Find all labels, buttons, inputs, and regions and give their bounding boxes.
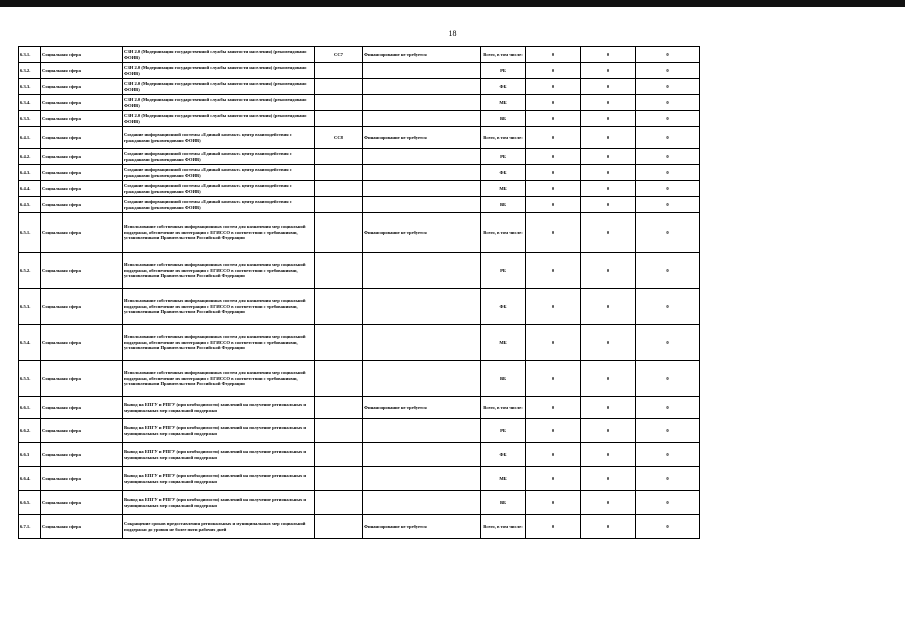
- finance-cell: [363, 149, 481, 165]
- budget-cell: РБ: [481, 63, 526, 79]
- code-cell: [315, 95, 363, 111]
- description-cell: Вывод на ЕПГУ и РПГУ (при необходимости) заявлений на получение региональных и муниципальных мер социальной поддержки: [123, 397, 315, 419]
- budget-cell: ФБ: [481, 165, 526, 181]
- finance-cell: [363, 253, 481, 289]
- value-1-cell: 0: [526, 111, 581, 127]
- budget-cell: РБ: [481, 149, 526, 165]
- table-row: [19, 181, 700, 197]
- value-1-cell: 0: [526, 443, 581, 467]
- value-2-cell: 0: [581, 253, 636, 289]
- code-cell: [315, 165, 363, 181]
- description-cell: СЗН 2.0 (Модернизация государственной службы занятости населения) (рекомендовано ФОИВ): [123, 95, 315, 111]
- sphere-cell: Социальная сфера: [41, 47, 123, 63]
- sphere-cell: Социальная сфера: [41, 149, 123, 165]
- budget-cell: ВБ: [481, 197, 526, 213]
- row-number: 6.3.4.: [19, 95, 41, 111]
- row-number: 6.3.1.: [19, 47, 41, 63]
- value-2-cell: 0: [581, 79, 636, 95]
- value-1-cell: 0: [526, 63, 581, 79]
- value-3-cell: 0: [636, 79, 700, 95]
- value-1-cell: 0: [526, 95, 581, 111]
- budget-cell: Всего, в том числе:: [481, 127, 526, 149]
- code-cell: [315, 397, 363, 419]
- description-cell: Создание информационной системы «Единый контакт» центр взаимодействия с гражданами (рекомендовано ФОИВ): [123, 149, 315, 165]
- description-cell: Создание информационной системы «Единый контакт» центр взаимодействия с гражданами (рекомендовано ФОИВ): [123, 197, 315, 213]
- finance-cell: Финансирование не требуется: [363, 47, 481, 63]
- sphere-cell: Социальная сфера: [41, 63, 123, 79]
- value-3-cell: 0: [636, 419, 700, 443]
- table-row: [19, 213, 700, 253]
- table-row: [19, 197, 700, 213]
- finance-cell: Финансирование не требуется: [363, 515, 481, 539]
- code-cell: [315, 181, 363, 197]
- budget-cell: МБ: [481, 325, 526, 361]
- description-cell: Создание информационной системы «Единый контакт» центр взаимодействия с гражданами (рекомендовано ФОИВ): [123, 165, 315, 181]
- budget-cell: РБ: [481, 419, 526, 443]
- value-1-cell: 0: [526, 467, 581, 491]
- value-3-cell: 0: [636, 181, 700, 197]
- value-2-cell: 0: [581, 63, 636, 79]
- top-border-bar: [0, 0, 905, 7]
- description-cell: Вывод на ЕПГУ и РПГУ (при необходимости) заявлений на получение региональных и муниципальных мер социальной поддержки: [123, 491, 315, 515]
- value-3-cell: 0: [636, 47, 700, 63]
- sphere-cell: Социальная сфера: [41, 213, 123, 253]
- table-row: [19, 95, 700, 111]
- row-number: 6.5.1.: [19, 213, 41, 253]
- budget-cell: Всего, в том числе:: [481, 47, 526, 63]
- sphere-cell: Социальная сфера: [41, 361, 123, 397]
- description-cell: Использование собственных информационных систем для назначения мер социальной поддержки, обеспечение их интеграции с ЕГИССО в соответствии с требованиями, установленными Правительством Российской Федерации: [123, 361, 315, 397]
- budget-cell: Всего, в том числе:: [481, 213, 526, 253]
- value-3-cell: 0: [636, 443, 700, 467]
- code-cell: [315, 361, 363, 397]
- page-number: 18: [448, 29, 457, 38]
- row-number: 6.6.4.: [19, 467, 41, 491]
- finance-cell: [363, 325, 481, 361]
- code-cell: [315, 213, 363, 253]
- value-3-cell: 0: [636, 165, 700, 181]
- finance-cell: [363, 361, 481, 397]
- sphere-cell: Социальная сфера: [41, 95, 123, 111]
- value-1-cell: 0: [526, 149, 581, 165]
- finance-cell: [363, 197, 481, 213]
- code-cell: СС8: [315, 127, 363, 149]
- description-cell: Вывод на ЕПГУ и РПГУ (при необходимости) заявлений на получение региональных и муниципальных мер социальной поддержки: [123, 467, 315, 491]
- code-cell: [315, 419, 363, 443]
- code-cell: [315, 443, 363, 467]
- measures-table: [18, 46, 700, 539]
- finance-cell: Финансирование не требуется: [363, 127, 481, 149]
- finance-cell: [363, 95, 481, 111]
- table-row: [19, 47, 700, 63]
- value-2-cell: 0: [581, 397, 636, 419]
- row-number: 6.6.2.: [19, 419, 41, 443]
- budget-cell: МБ: [481, 95, 526, 111]
- table-row: [19, 397, 700, 419]
- row-number: 6.4.3.: [19, 165, 41, 181]
- row-number: 6.4.5.: [19, 197, 41, 213]
- row-number: 6.6.3: [19, 443, 41, 467]
- sphere-cell: Социальная сфера: [41, 79, 123, 95]
- code-cell: [315, 149, 363, 165]
- description-cell: Использование собственных информационных систем для назначения мер социальной поддержки, обеспечение их интеграции с ЕГИССО в соответствии с требованиями, установленными Правительством Российской Федерации: [123, 325, 315, 361]
- value-2-cell: 0: [581, 47, 636, 63]
- value-3-cell: 0: [636, 289, 700, 325]
- value-1-cell: 0: [526, 253, 581, 289]
- table-row: [19, 63, 700, 79]
- budget-cell: ФБ: [481, 289, 526, 325]
- description-cell: Вывод на ЕПГУ и РПГУ (при необходимости) заявлений на получение региональных и муниципальных мер социальной поддержки: [123, 443, 315, 467]
- code-cell: [315, 515, 363, 539]
- finance-cell: [363, 443, 481, 467]
- value-2-cell: 0: [581, 361, 636, 397]
- value-3-cell: 0: [636, 149, 700, 165]
- row-number: 6.7.1.: [19, 515, 41, 539]
- description-cell: Сокращение сроков предоставления региональных и муниципальных мер социальной поддержки до уровня не более пяти рабочих дней: [123, 515, 315, 539]
- value-2-cell: 0: [581, 181, 636, 197]
- table-row: [19, 253, 700, 289]
- value-1-cell: 0: [526, 289, 581, 325]
- description-cell: Использование собственных информационных систем для назначения мер социальной поддержки, обеспечение их интеграции с ЕГИССО в соответствии с требованиями, установленными Правительством Российской Федерации: [123, 253, 315, 289]
- value-2-cell: 0: [581, 111, 636, 127]
- table-row: [19, 325, 700, 361]
- row-number: 6.5.5.: [19, 361, 41, 397]
- description-cell: Создание информационной системы «Единый контакт» центр взаимодействия с гражданами (рекомендовано ФОИВ): [123, 181, 315, 197]
- row-number: 6.5.3.: [19, 289, 41, 325]
- value-1-cell: 0: [526, 213, 581, 253]
- value-3-cell: 0: [636, 325, 700, 361]
- value-2-cell: 0: [581, 213, 636, 253]
- table-row: [19, 127, 700, 149]
- budget-cell: ВБ: [481, 111, 526, 127]
- table-row: [19, 165, 700, 181]
- table-row: [19, 361, 700, 397]
- budget-cell: МБ: [481, 181, 526, 197]
- code-cell: [315, 79, 363, 95]
- value-3-cell: 0: [636, 95, 700, 111]
- budget-cell: ВБ: [481, 361, 526, 397]
- budget-cell: ФБ: [481, 79, 526, 95]
- sphere-cell: Социальная сфера: [41, 127, 123, 149]
- row-number: 6.4.1.: [19, 127, 41, 149]
- code-cell: [315, 325, 363, 361]
- finance-cell: [363, 491, 481, 515]
- code-cell: [315, 467, 363, 491]
- value-1-cell: 0: [526, 515, 581, 539]
- value-2-cell: 0: [581, 289, 636, 325]
- value-3-cell: 0: [636, 253, 700, 289]
- value-2-cell: 0: [581, 443, 636, 467]
- finance-cell: [363, 181, 481, 197]
- sphere-cell: Социальная сфера: [41, 289, 123, 325]
- value-2-cell: 0: [581, 515, 636, 539]
- table-row: [19, 111, 700, 127]
- sphere-cell: Социальная сфера: [41, 397, 123, 419]
- value-3-cell: 0: [636, 397, 700, 419]
- code-cell: [315, 289, 363, 325]
- value-2-cell: 0: [581, 325, 636, 361]
- sphere-cell: Социальная сфера: [41, 165, 123, 181]
- row-number: 6.4.2.: [19, 149, 41, 165]
- value-3-cell: 0: [636, 491, 700, 515]
- table-row: [19, 289, 700, 325]
- row-number: 6.3.5.: [19, 111, 41, 127]
- value-3-cell: 0: [636, 63, 700, 79]
- value-1-cell: 0: [526, 197, 581, 213]
- value-1-cell: 0: [526, 325, 581, 361]
- table-row: [19, 443, 700, 467]
- row-number: 6.6.1.: [19, 397, 41, 419]
- row-number: 6.5.4.: [19, 325, 41, 361]
- sphere-cell: Социальная сфера: [41, 491, 123, 515]
- sphere-cell: Социальная сфера: [41, 443, 123, 467]
- description-cell: Создание информационной системы «Единый контакт» центр взаимодействия с гражданами (рекомендовано ФОИВ): [123, 127, 315, 149]
- sphere-cell: Социальная сфера: [41, 111, 123, 127]
- table-row: [19, 467, 700, 491]
- sphere-cell: Социальная сфера: [41, 197, 123, 213]
- table-row: [19, 419, 700, 443]
- finance-cell: [363, 63, 481, 79]
- value-2-cell: 0: [581, 467, 636, 491]
- value-3-cell: 0: [636, 197, 700, 213]
- description-cell: СЗН 2.0 (Модернизация государственной службы занятости населения) (рекомендовано ФОИВ): [123, 79, 315, 95]
- finance-cell: [363, 419, 481, 443]
- code-cell: [315, 253, 363, 289]
- code-cell: [315, 197, 363, 213]
- sphere-cell: Социальная сфера: [41, 515, 123, 539]
- row-number: 6.6.5.: [19, 491, 41, 515]
- value-2-cell: 0: [581, 197, 636, 213]
- description-cell: Использование собственных информационных систем для назначения мер социальной поддержки, обеспечение их интеграции с ЕГИССО в соответствии с требованиями, установленными Правительством Российской Федерации: [123, 289, 315, 325]
- finance-cell: [363, 467, 481, 491]
- row-number: 6.3.3.: [19, 79, 41, 95]
- value-2-cell: 0: [581, 149, 636, 165]
- value-1-cell: 0: [526, 165, 581, 181]
- value-3-cell: 0: [636, 127, 700, 149]
- table-row: [19, 491, 700, 515]
- value-1-cell: 0: [526, 491, 581, 515]
- budget-cell: ВБ: [481, 491, 526, 515]
- finance-cell: [363, 165, 481, 181]
- budget-cell: МБ: [481, 467, 526, 491]
- budget-cell: Всего, в том числе:: [481, 397, 526, 419]
- value-2-cell: 0: [581, 127, 636, 149]
- description-cell: Вывод на ЕПГУ и РПГУ (при необходимости) заявлений на получение региональных и муниципальных мер социальной поддержки: [123, 419, 315, 443]
- finance-cell: [363, 289, 481, 325]
- budget-cell: Всего, в том числе:: [481, 515, 526, 539]
- code-cell: СС7: [315, 47, 363, 63]
- table-row: [19, 515, 700, 539]
- value-3-cell: 0: [636, 213, 700, 253]
- code-cell: [315, 491, 363, 515]
- finance-cell: Финансирование не требуется: [363, 397, 481, 419]
- value-3-cell: 0: [636, 467, 700, 491]
- code-cell: [315, 111, 363, 127]
- sphere-cell: Социальная сфера: [41, 181, 123, 197]
- value-1-cell: 0: [526, 181, 581, 197]
- value-2-cell: 0: [581, 95, 636, 111]
- finance-cell: [363, 111, 481, 127]
- budget-cell: ФБ: [481, 443, 526, 467]
- description-cell: СЗН 2.0 (Модернизация государственной службы занятости населения) (рекомендовано ФОИВ): [123, 111, 315, 127]
- description-cell: Использование собственных информационных систем для назначения мер социальной поддержки, обеспечение их интеграции с ЕГИССО в соответствии с требованиями, установленными Правительством Российской Федерации: [123, 213, 315, 253]
- row-number: 6.5.2.: [19, 253, 41, 289]
- row-number: 6.4.4.: [19, 181, 41, 197]
- finance-cell: [363, 79, 481, 95]
- value-3-cell: 0: [636, 515, 700, 539]
- value-1-cell: 0: [526, 79, 581, 95]
- value-1-cell: 0: [526, 419, 581, 443]
- value-2-cell: 0: [581, 165, 636, 181]
- value-2-cell: 0: [581, 491, 636, 515]
- sphere-cell: Социальная сфера: [41, 325, 123, 361]
- value-2-cell: 0: [581, 419, 636, 443]
- sphere-cell: Социальная сфера: [41, 467, 123, 491]
- sphere-cell: Социальная сфера: [41, 253, 123, 289]
- finance-cell: Финансирование не требуется: [363, 213, 481, 253]
- value-3-cell: 0: [636, 361, 700, 397]
- budget-cell: РБ: [481, 253, 526, 289]
- table-row: [19, 149, 700, 165]
- description-cell: СЗН 2.0 (Модернизация государственной службы занятости населения) (рекомендовано ФОИВ): [123, 63, 315, 79]
- code-cell: [315, 63, 363, 79]
- value-1-cell: 0: [526, 397, 581, 419]
- value-3-cell: 0: [636, 111, 700, 127]
- value-1-cell: 0: [526, 361, 581, 397]
- value-1-cell: 0: [526, 47, 581, 63]
- row-number: 6.3.2.: [19, 63, 41, 79]
- description-cell: СЗН 2.0 (Модернизация государственной службы занятости населения) (рекомендовано ФОИВ): [123, 47, 315, 63]
- value-1-cell: 0: [526, 127, 581, 149]
- sphere-cell: Социальная сфера: [41, 419, 123, 443]
- table-row: [19, 79, 700, 95]
